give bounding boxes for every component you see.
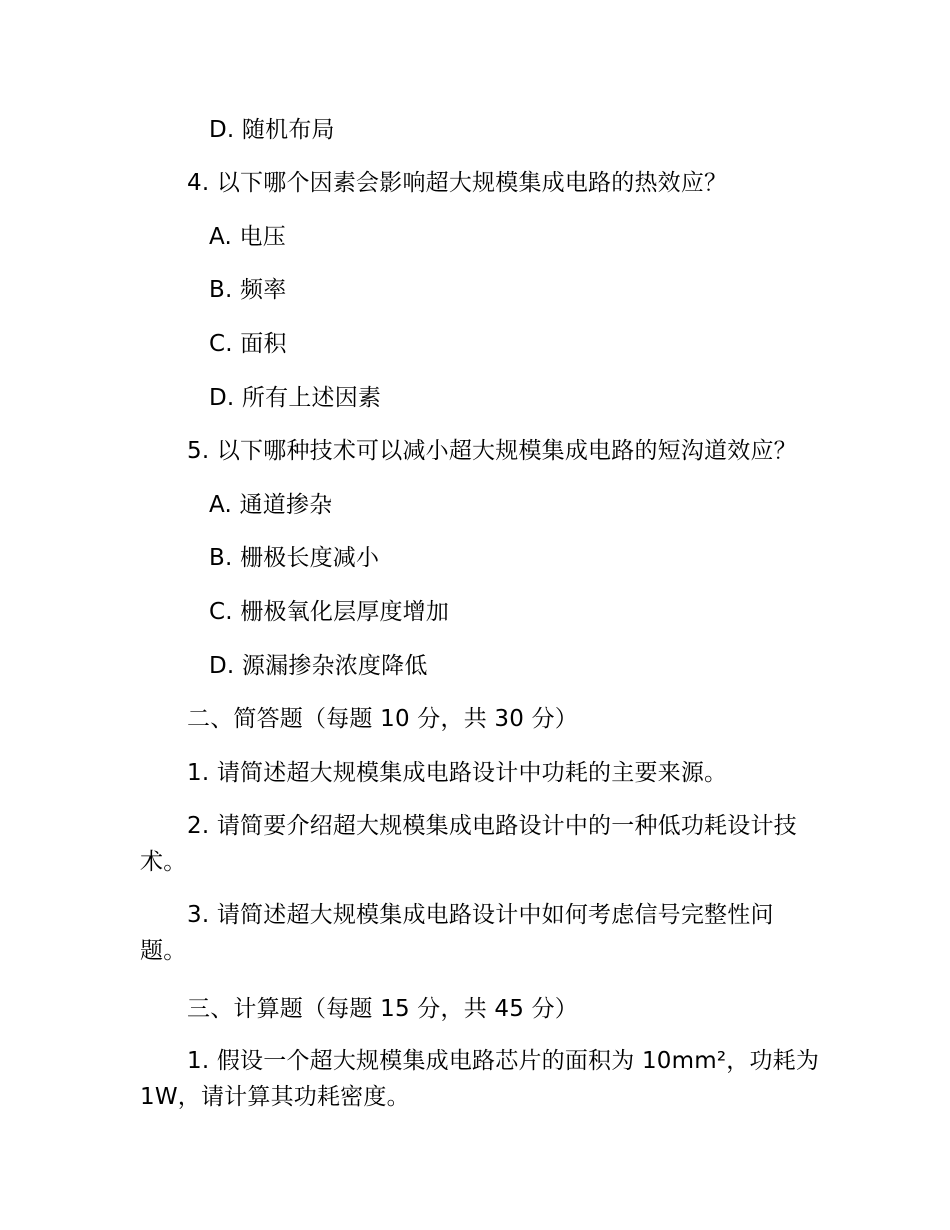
q4-question: 4. 以下哪个因素会影响超大规模集成电路的热效应？ — [187, 170, 728, 196]
q4-option-a: A. 电压 — [209, 224, 286, 250]
q4-option-b: B. 频率 — [209, 277, 287, 303]
q4-option-c: C. 面积 — [209, 331, 287, 357]
q5-option-b: B. 栅极长度减小 — [209, 545, 380, 571]
section3-heading: 三、计算题（每题 15 分，共 45 分） — [187, 996, 578, 1022]
q3-option-d: D. 随机布局 — [209, 117, 335, 143]
q4-option-d: D. 所有上述因素 — [209, 385, 382, 411]
section2-q2: 2. 请简要介绍超大规模集成电路设计中的一种低功耗设计技术。 — [140, 813, 797, 875]
q5-question: 5. 以下哪种技术可以减小超大规模集成电路的短沟道效应？ — [187, 438, 797, 464]
section2-heading: 二、简答题（每题 10 分，共 30 分） — [187, 706, 578, 732]
q5-option-c: C. 栅极氧化层厚度增加 — [209, 599, 450, 625]
section2-q1: 1. 请简述超大规模集成电路设计中功耗的主要来源。 — [187, 760, 728, 786]
q5-option-d: D. 源漏掺杂浓度降低 — [209, 653, 428, 679]
q5-option-a: A. 通道掺杂 — [209, 492, 333, 518]
section2-q3: 3. 请简述超大规模集成电路设计中如何考虑信号完整性问题。 — [140, 902, 774, 964]
section3-q1: 1. 假设一个超大规模集成电路芯片的面积为 10mm²，功耗为 1W，请计算其功耗密度。 — [140, 1048, 820, 1110]
